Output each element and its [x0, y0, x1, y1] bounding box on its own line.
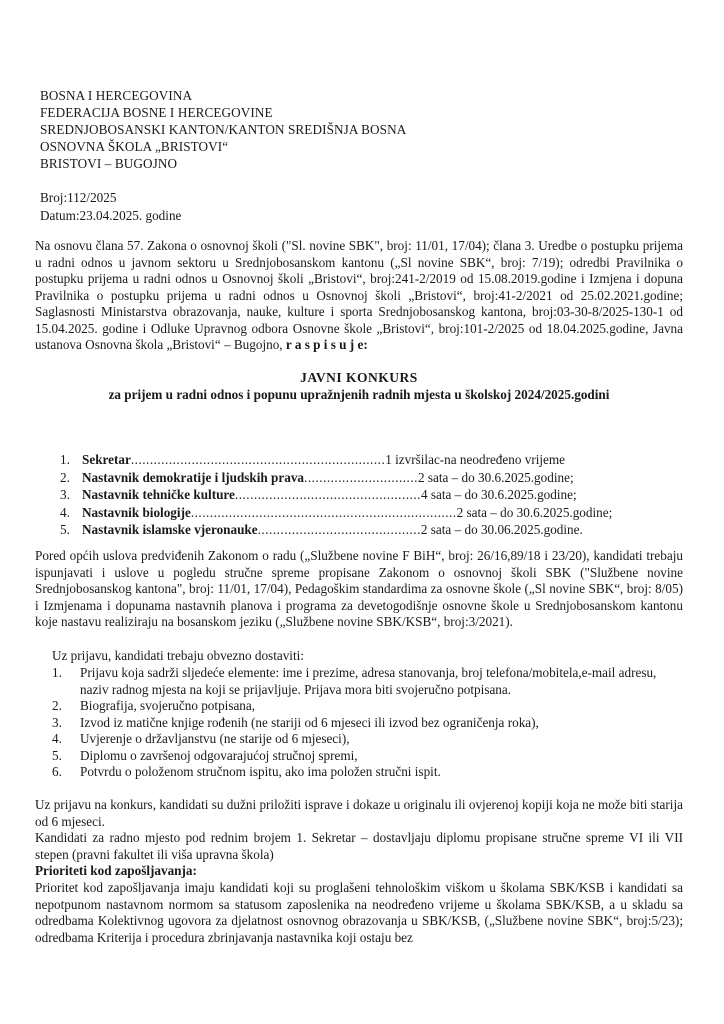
list-item-text: Prijavu koja sadrži sljedeće elemente: ime i prezime, adresa stanovanja, broj telefona/mobitela,e-mail adresu, naziv radnog mjesta na koji se prijavljuje. Prijava mora biti svojeručno potpisana.: [80, 665, 657, 697]
list-item-number: 5.: [52, 747, 62, 763]
secretary-requirement-paragraph: Kandidati za radno mjesto pod rednim brojem 1. Sekretar – dostavljaju diplomu propisane stručne spreme VI ili VII stepen (pravni fakultet ili viša upravna škola): [35, 830, 683, 862]
list-item-text: Uvjerenje o državljanstvu (ne starije od 6 mjeseci),: [80, 731, 350, 746]
list-item: [52, 748, 682, 765]
position-leader-dots: ...........................................: [257, 522, 421, 538]
position-amount: 2 sata – do 30.6.2025.godine;: [456, 504, 613, 520]
positions-list: [60, 452, 660, 540]
position-amount: 1 izvršilac-na neodređeno vrijeme: [385, 452, 566, 467]
raspisuje-text: r a s p i s u j e:: [285, 337, 368, 352]
conditions-paragraph: Pored općih uslova predviđenih Zakonom o radu („Službene novine F BiH“, broj: 26/16,89/18 i 23/20), kandidati trebaju ispunjavati i uslove u pogledu stručne spreme propisane Zakonom o osnovnoj školi SBK ("Službene novine Srednjobosanskog kantona", broj: 11/01, 17/04), Pedagoškim standardima za osnovne škole („Sl novine SBK“, broj: 8/05) i Izmjenama i dopunama nastavnih planova i programa za devetogodišnje osnovne škole u Srednjobosanskom kantonu koje nastavu realiziraju na bosanskom jeziku („Službene novine SBK/KSB“, broj:3/2021).: [35, 548, 683, 629]
intro-paragraph: [35, 238, 683, 354]
position-leader-dots: .................................................: [234, 487, 421, 503]
document-meta: [40, 190, 680, 225]
position-leader-dots: ...................................................................: [130, 452, 386, 467]
title-subtitle: za prijem u radni odnos i popunu upražnjenih radnih mjesta u školskoj 2024/2025.godini: [108, 387, 610, 402]
position-leader-dots: ......................................................................: [190, 504, 457, 520]
position-name: Sekretar: [82, 452, 131, 467]
position-number: 4.: [60, 504, 70, 520]
position-amount: 4 sata – do 30.6.2025.godine;: [420, 487, 577, 503]
list-item: [52, 715, 682, 732]
list-item-number: 6.: [52, 764, 62, 779]
header-line-location: BRISTOVI – BUGOJNO: [40, 156, 178, 171]
priorities-heading: Prioriteti kod zapošljavanja:: [35, 863, 197, 878]
document-header: [40, 88, 680, 173]
document-date: Datum:23.04.2025. godine: [40, 207, 182, 223]
header-line-country: BOSNA I HERCEGOVINA: [40, 88, 193, 103]
position-name: Nastavnik biologije: [82, 504, 191, 520]
position-leader-dots: ..............................: [304, 469, 418, 485]
header-line-canton: SREDNJOBOSANSKI KANTON/KANTON SREDIŠNJA BOSNA: [40, 122, 407, 137]
title-main: JAVNI KONKURS: [300, 370, 418, 385]
list-item-number: 3.: [52, 714, 62, 730]
position-number: 1.: [60, 452, 70, 467]
position-row: [60, 522, 660, 540]
list-item: [52, 698, 682, 715]
list-item: [52, 665, 682, 698]
position-number: 2.: [60, 469, 70, 485]
position-number: 3.: [60, 487, 70, 503]
position-number: 5.: [60, 522, 70, 538]
list-item: [52, 731, 682, 748]
header-line-federation: FEDERACIJA BOSNE I HERCEGOVINE: [40, 105, 273, 120]
position-amount: 2 sata – do 30.6.2025.godine;: [417, 469, 574, 485]
position-row: [60, 487, 660, 505]
document-number: Broj:112/2025: [40, 190, 117, 205]
position-row: [60, 470, 660, 488]
priorities-paragraph: Prioritet kod zapošljavanja imaju kandidati koji su proglašeni tehnološkim viškom u školama SBK/KSB i kandidati sa nepotpunom nastavnom normom sa statusom zaposlenika na neodređeno vrijeme u školama SBK/KSB, a u skladu sa odredbama Kolektivnog ugovora za djelatnost osnovnog obrazovanja u SBK/KSB, („Službene novine SBK“, broj:5/23); odredbama Kriterija i procedura zbrinjavanja nastavnika koji ostaju bez: [35, 880, 683, 945]
position-name: Nastavnik tehničke kulture: [82, 487, 235, 503]
position-row: [60, 505, 660, 523]
list-item-number: 2.: [52, 698, 62, 713]
intro-text: Na osnovu člana 57. Zakona o osnovnoj školi ("Sl. novine SBK", broj: 11/01, 17/04); člana 3. Uredbe o postupku prijema u radni odnos u javnom sektoru u Srednjobosanskom kantonu („Sl novine SBK“, broj: 7/19); odredbi Pravilnika o postupku prijema u radni odnos u Osnovnoj školi „Bristovi“, broj:241-2/2019 od 15.08.2019.godine i Izmjena i dopuna Pravilnika o postupku prijema u radni odnos u Osnovnoj školi „Bristovi“, broj:41-2/2021 od 25.02.2021.godine; Saglasnosti Ministarstva obrazovanja, nauke, kulture i sporta Srednjobosanskog kantona, broj:03-30-8/2025-130-1 od 15.04.2025. godine i Odluke Upravnog odbora Osnovne škole „Bristovi“, broj:101-2/2025 od 18.04.2025.godine, Javna ustanova Osnovna škola „Bristovi“ – Bugojno,: [35, 238, 683, 352]
list-item-text: Izvod iz matične knjige rođenih (ne stariji od 6 mjeseci ili izvod bez ograničenja roka),: [80, 714, 539, 730]
position-name: Nastavnik demokratije i ljudskih prava: [82, 469, 305, 485]
position-amount: 2 sata – do 30.06.2025.godine.: [420, 522, 583, 538]
header-line-school: OSNOVNA ŠKOLA „BRISTOVI“: [40, 139, 229, 154]
required-documents-list: [52, 665, 682, 781]
list-item-text: Biografija, svojeručno potpisana,: [80, 698, 256, 713]
list-item-text: Diplomu o završenoj odgovarajućoj stručnoj spremi,: [80, 747, 358, 763]
original-documents-paragraph: Uz prijavu na konkurs, kandidati su dužni priložiti isprave i dokaze u originalu ili ovjerenoj kopiji koja ne može biti starija od 6 mjeseci.: [35, 797, 683, 829]
list-item-text: Potvrdu o položenom stručnom ispitu, ako ima položen stručni ispit.: [80, 764, 441, 779]
document-title: [35, 370, 683, 404]
position-name: Nastavnik islamske vjeronauke: [82, 522, 258, 538]
list-item: [52, 764, 682, 781]
list-item-number: 4.: [52, 731, 62, 746]
required-documents-heading: Uz prijavu, kandidati trebaju obvezno dostaviti:: [52, 648, 304, 663]
position-row: [60, 452, 660, 470]
list-item-number: 1.: [52, 665, 62, 680]
